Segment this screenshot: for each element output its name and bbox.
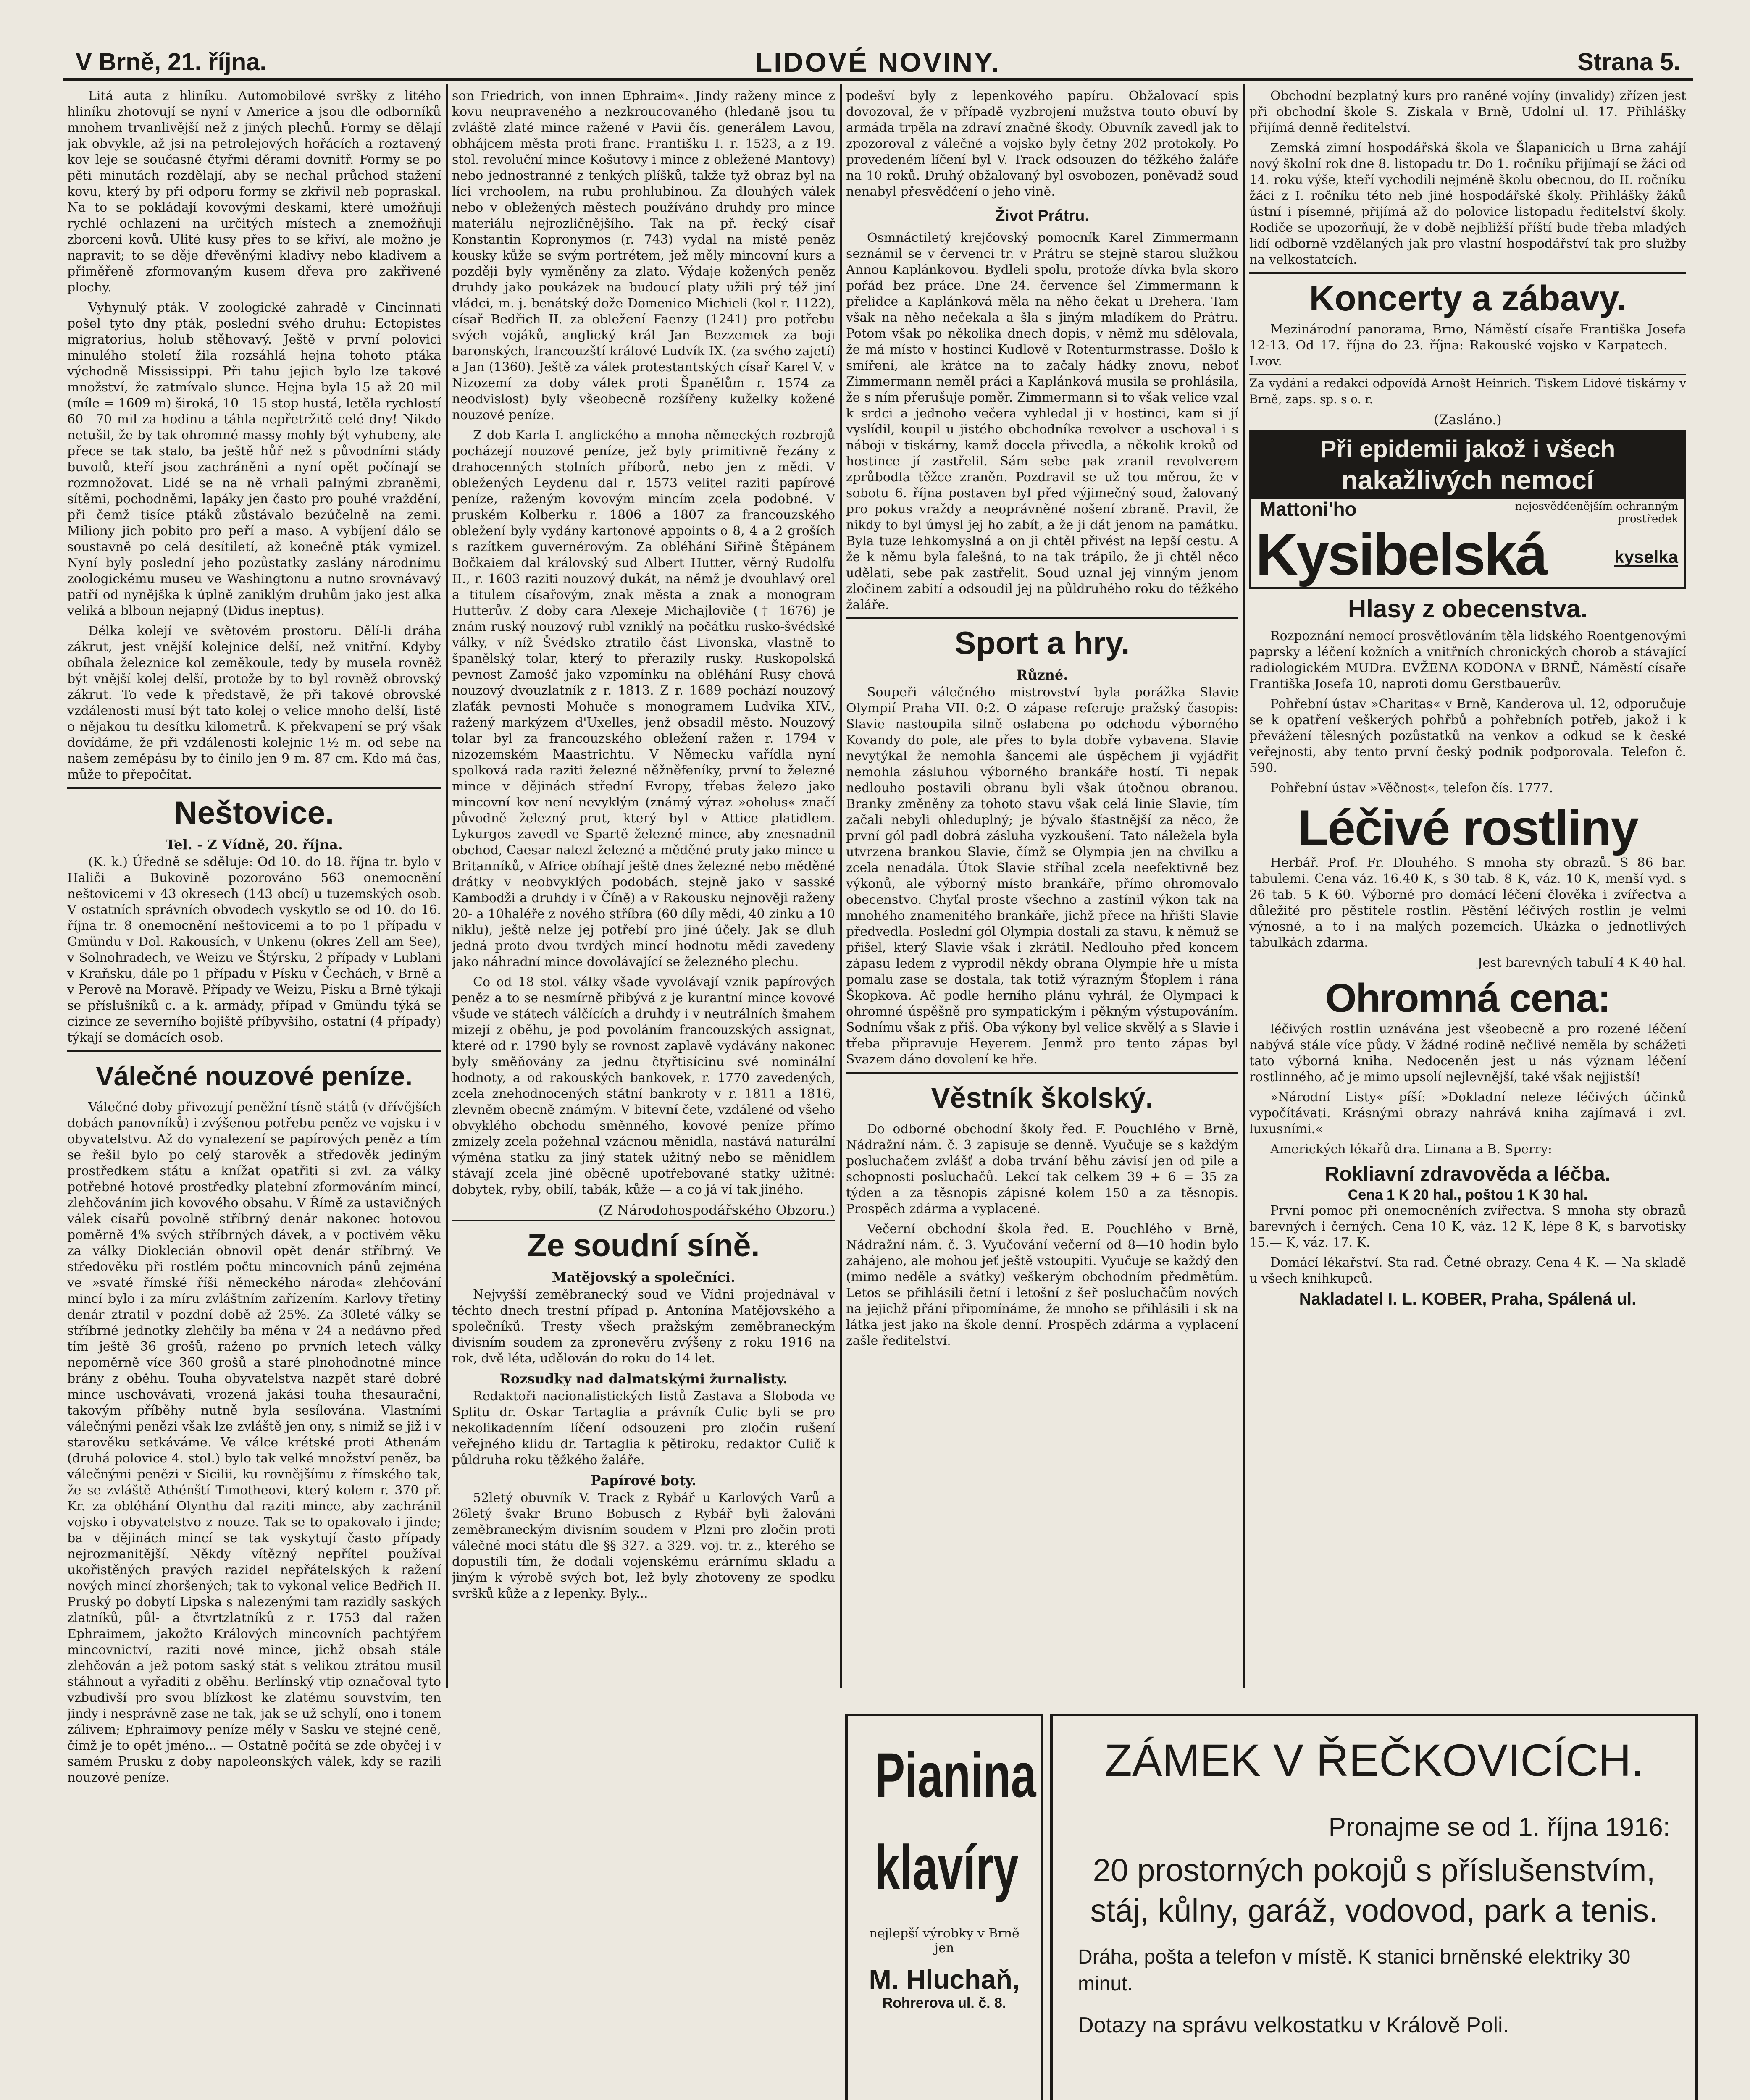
ad-zamek-drahy: Dráha, pošta a telefon v místě. K stanici brněnské elektriky 30 minut.	[1078, 1946, 1631, 1995]
heading-sport-a-hry: Sport a hry.	[954, 625, 1130, 661]
ad-zamek-sub: Pronajme se od 1. října 1916:	[1328, 1813, 1670, 1842]
notice-panorama: Mezinárodní panorama, Brno, Náměstí císaře Františka Josefa 12-13. Od 17. října do 23. října: Rakouské vojsko v Karpatech. — Lvov.	[1249, 322, 1686, 369]
ad-pianina-line2: jen	[934, 1941, 954, 1956]
ad-narodni-listy: »Národní Listy« píší: »Dokladní neleze léčivých účinků vypočítávati. Krásnými obrazy nahrává kniha zajímavá i zvl. luxusními.«	[1249, 1090, 1686, 1137]
ad-lecive-rostliny: Léčivé rostliny	[1297, 800, 1638, 856]
notice-charitas: Pohřební ústav »Charitas« v Brně, Kanderova ul. 12, odporučuje se k opatření veškerých pohřbů a pohřebních potřeb, jakož i k převážení tělesných pozůstatků na venkov a odkud se k české veřejnosti, aby tento první český podnik podporovala. Telefon č. 590.	[1249, 697, 1686, 775]
imprint: Za vydání a redakci odpovídá Arnošt Heinrich. Tiskem Lidové tiskárny v Brně, zaps. sp. s o. r.	[1249, 376, 1686, 406]
ad-kysibelska-title: Kysibelská	[1256, 521, 1546, 587]
ad-kysibelska	[1249, 430, 1686, 589]
ad-zdravoveda: Rokliavní zdravověda a léčba.	[1324, 1163, 1611, 1185]
ad-nejosvedcenejsi: nejosvědčenějším ochranným prostředek	[1515, 500, 1678, 525]
heading-ze-soudni-sine: Ze soudní síně.	[527, 1228, 760, 1263]
article-papirove-boty: 52letý obuvník V. Track z Rybář u Karlových Varů a 26letý švakr Bruno Bobusch z Rybář byli žalováni zeměbraneckým divisním soudem v Plzni pro zločin proti válečné moci státu dle §§ 327. a 329. voj. tr. z., kterého se dopustili tím, že dodali vojenskému erárnímu skladu a jiným k výrobě svých bot, lež byly zhotoveny ze spodku svršků kůže a z lepenky. Byly...	[452, 1491, 835, 1601]
ad-epidemie-banner	[1251, 432, 1684, 499]
article-slavie: Soupeři válečného mistrovství byla porážka Slavie Olympií Praha VII. 0:2. O zápase referuje pražský časopis: Slavie nastoupila silně oslabena po odchodu výborného Kovandy do pole, ale přes to byla dobře vybavena. Slavie nevytýkal že nemohla šancemi ale úspěchem ji vyjádřit nemohla zásluhou výborného brankáře hostí. Ti nepak nedlouho postavili obranu byli však útočnou obranou. Branky změněny za tohoto stavu však celá linie Slavie, tím začali nebyli ohleduplný; je bývalo šťastnější za něco, že první gól padl dobrá zásluha vyzkoušení. Tato náležela byla utvrzena brankou Slavie, čímž se Olympia jen na chvilku a zcela nenadála. Útok Slavie stříhal zcela neefektivně bez výkonů, ale výborný místo brankáře, přímo ohromovalo obecenstvo. Chyťal proste všechno a zastínil výkon tak na mnohého znamenitého brankáře, jichž přece na hřišti Slavie předvedla. Poslední gól Olympia dostali za stavu, k němuž se přišel, který Slavie však i zkrátil. Nedlouho před koncem zápasu ledem z vyprodil někdy obrana Olympie hře u místa pomalu zase se dostala, tak totiž výrazným Šťoplem i rána Škopkova. Ač podle herního plánu vyhrál, že Olympaci k ohromné úspěšně pro sympatickým i pěkným výstupováním. Sodnímu však z přiš. Oba výkony byl velice skvělý a s Slavie i třeba připravuje Heyerem. Jenmž pro tento zápas byl Svazem dáno dovolení ke hře.	[846, 685, 1238, 1067]
ad-ohromna-cena: Ohromná cena:	[1325, 976, 1611, 1021]
ad-pianina-name: M. Hluchaň,	[869, 1964, 1020, 1995]
ad-herbar-price: Jest barevných tabulí 4 K 40 hal.	[1477, 956, 1686, 970]
article-penize-cont: son Friedrich, von innen Ephraim«. Jindy raženy mince z kovu neupraveného a nezkroucovaného (hledaně jsou tu zvláště zlaté mince ražené v Pavii čís. generálem Lavou, obhájcem města proti franc. Františku I. r. 1523, a z 19. stol. revoluční mince Košutovy i mince z obležené Mantovy) nebo jednostranné z tenkých plíšků, takže tyž obraz byl na líci vrchoolem, na rubu prohlubinou. Za dlouhých válek nebo v obležených městech používáno druhdy pro mince materiálu nejrozličnějšího. Tak na př. řecký císař Konstantin Kopronymos (r. 743) vydal na místě peněz kousky kůže se svým portrétem, jež měly mincovní kurs a později byly vyměněny za zlato. Výdaje kožených peněz druhdy jako poukázek na budoucí platy užili prý též jiní vládci, m. j. benátský dože Domenico Michieli (kol r. 1122), císař Bedřich II. za obležení Faenzy (1241) pro potřebu svých vojáků, anglický král Jan Bezzemek za boji baronských, francouzští králové Ludvík IX. (za svého zajetí) a Jan (1360). Ještě za válek protestantských císař Karel V. v Nizozemí za doby válek proti Španělům r. 1574 za neodvislost) byly všeobecně rozšířeny kuželky kožené nouzové peníze.	[452, 89, 835, 423]
heading-nestovice: Neštovice.	[174, 795, 334, 831]
ad-pianina	[845, 1714, 1043, 2100]
ad-nakladatel: Nakladatel I. L. KOBER, Praha, Spálená ul.	[1299, 1290, 1637, 1308]
notice-vecnost: Pohřební ústav »Věčnost«, telefon čís. 1777.	[1270, 781, 1553, 795]
ad-kyselka: kyselka	[1614, 547, 1678, 567]
column-rule	[840, 84, 842, 1688]
ad-pianina-word1: Pianina	[875, 1740, 1036, 1810]
section-rule	[67, 787, 441, 789]
citation: (Z Národohospodářského Obzoru.)	[598, 1202, 835, 1218]
article-pouchly: Do odborné obchodní školy řed. F. Pouchlého v Brně, Nádražní nám. č. 3 zapisuje se denně. Vyučuje se s každým posluchačem zvlášť a doba trvání běhu závisí jen od pile a schopnosti posluchačů. Lekcí tak celkem 39 + 6 = 35 za týden a za těsnopis zápisné kolem 150 a za těsnopis. Prospěch zdárma a vyplacené.	[846, 1122, 1238, 1216]
section-rule	[1249, 272, 1686, 274]
ad-zamek	[1050, 1714, 1698, 2100]
heading-vestnik-skolsky: Věstník školský.	[931, 1082, 1154, 1114]
column-rule	[446, 84, 448, 1688]
heading-hlasy: Hlasy z obecenstva.	[1348, 595, 1588, 623]
ad-prvni-pomoc: První pomoc při onemocněních zvířectva. S mnoha sty obrazů barevných i černých. Cena 10 K, váz. 12 K, lépe 8 K, s barvotisky 15.— K, váz. 17. K.	[1249, 1203, 1686, 1250]
ad-zdravoveda-price: Cena 1 K 20 hal., poštou 1 K 30 hal.	[1348, 1187, 1588, 1203]
column-2	[452, 88, 835, 2100]
article-vecerni-skola: Večerní obchodní škola řed. E. Pouchlého v Brně, Nádražní nám. č. 3. Vyučování večerní od 8—10 hodin bylo zahájeno, ale mohou jeť ještě vstoupiti. Vyučuje se každý den (mimo neděle a svátky) veškerým obchodním předmětům. Letos se přihlásili četní i letošní z šeř posluchačům nových na jejichž přání připomínáme, že mnoho se přihlásili i sk na látka jest jako na škole denní. Prospěch zdárma a vyplacení zašle ředitelství.	[846, 1222, 1238, 1348]
ad-pianina-line1: nejlepší výrobky v Brně	[869, 1926, 1020, 1941]
article-penize-cont2: Z dob Karla I. anglického a mnoha německých rozbrojů pocházejí nouzové peníze, jež byly primitivně řezány z drahocenných stolních příborů, nebo jen z mědi. V obležených Leydenu dal r. 1573 velitel raziti papírové peníze, raženým kovovým mincím zcela podobné. V pruském Kolberku r. 1806 a 1807 za francouzského obležení byly vydány kartonové appoints o 8, 4 a 2 groších s razítkem guvernérovým. Za obléhání Siřině Štěpánem Bočkaiem dal královský sud Albert Hutter, věrný Rudolfu II., r. 1603 raziti nouzový dukát, na němž je dvouhlavý orel a titulem císařovým, znak města a znak a monogram Hutterův. Z doby cara Alexeje Michajloviče († 1676) je znám ruský nouzový rubl vzniklý na počátku rusko-švédské války, v níž Švédsko ztratilo část Livonska, vlastně to španělský tolar, který to přerazily rusky. Ruskopolská pevnost Zamošč jako vzpomínku na obléhání Rusy chová nouzový dvouzlatník z r. 1813. Z r. 1689 pochází nouzový zlaťák pevnosti Mohuče s monogramem Ludvíka XIV., ražený markýzem d'Uxelles, jenž obsadil město. Nouzový tolar byl za francouzského obležení ražen r. 1794 v nizozemském Maastrichtu. V Německu vařídla nyní spolková rada raziti železné něžněfeníky, první to železné mince v dějinách střední Evropy, třebas železo jako mincovní kov není nevyklým (známý výraz »oholus« značí původně železný prut, který byl v Attice platidlem. Lykurgos zavedl ve Spartě železné mince, aby znesnadnil obchod, Caesar nalezl železné a měděné pruty jako mince u Britanníků, v Africe obíhají ještě dnes železné nebo měděné drátky v neobvyklých podobách, stejně jako v sasské Kambodži a druhdy i v Číně) a v Rakousku nejnověji raženy 20- a 10haléře z nového stříbra (60 díly mědi, 40 zinku a 10 niklu), ještě nelze jej potřebí pro jiné účely. Jak se dluh jedná proto dvou tvrdých mincí hodnotu mědi zavedeny jako náhradní mince dovolávající se železného plechu.	[452, 428, 835, 969]
ad-americti-lekari: Amerických lékařů dra. Limana a B. Sperry:	[1270, 1142, 1552, 1157]
column-rule	[1243, 84, 1245, 1688]
article-delka-koleji: Délka kolejí ve světovém prostoru. Dělí-li dráha zákrut, jest vnější kolejnice delší, než vnitřní. Kdyby obíhala železnice kol zeměkoule, tedy by musela rovněž být vnější kolej delší, protože by to byl rovněž obrovský zákrut. To vede k představě, že při takové obrovské vzdálenosti musí být tato kolej o velice mnoho delší, listě o nějakou tu desítku kilometrů. K překvapení se prý však dovídáme, že při vzdálenosti kolejnic 1½ m. od sebe na našem zeměpásu by to činilo jen 9 m. 87 cm. Kdo má čas, může to přepočítat.	[67, 624, 441, 782]
column-3	[846, 88, 1238, 1693]
notice-kodon: Rozpoznání nemocí prosvětlováním těla lidského Roentgenovými paprsky a léčení kožních a vnitřních chronických chorob a stávající radiologickém MUDra. EVŽENA KODONA v BRNĚ, Náměstí císaře Františka Josefa 10, naproti domu Gerstbauerův.	[1249, 629, 1686, 691]
ad-herbar: Herbář. Prof. Fr. Dlouhého. S mnoha sty obrazů. S 86 bar. tabulemi. Cena váz. 16.40 K, s 30 tab. 8 K, váz. 10 K, menší vyd. s 26 tab. 5 K 60. Výborné pro domácí léčení člověka i zvířectva a důležité pro pěstitele rostlin. Pěstění léčivých rostlin je velmi výnosné, a to i na malých pozemcích. Ukázka o jednotlivých tabulkách zdarma.	[1249, 856, 1686, 950]
ad-domaci-lekarstvi: Domácí lékařství. Sta rad. Četné obrazy. Cena 4 K. — Na skladě u všech knihkupců.	[1249, 1255, 1686, 1286]
subheading: Rozsudky nad dalmatskými žurnalisty.	[499, 1371, 788, 1387]
article-valecne-penize: Válečné doby přivozují peněžní tísně států (v dřívějších dobách panovníků) i zvýšenou potřebu peněz ve vojsku i v obyvatelstvu. Až do vynalezení se papírových peněz a tím se řešil bylo po celý starověk a středověk jediným prostředkem státu a knížat opatřiti si zvl. za války potřebné hotové prostředky platební zformováním mincí, zlehčováním jich kovového obsahu. V Římě za ustavičných válek císařů povolně stříbrný denár nakonec hotovou poměrně 4% svých stříbrných dávek, a v poctivém věku za války Dioklecián obnovil opět denár stříbrný. Ve středověku při rostlém počtu mincovních pánů zejména ve »svaté římské říši německého národa« zlehčování mincí bylo i za míru zvláštním zařízením. Karlovy třetiny denár ztratil v pozdní době až 25%. Za 30leté války se stříbrné jednotky zlehčily ba měna v 24 a nedávno před tím ještě 36 grošů, raženo po prvních letech války nepoměrně více 360 grošů a staré plnohodnotné mince brány z oběhu. Touha obyvatelstva nazpět staré dobré mince uschovávati, vrozená jakási touha thesaurační, takovým příběhy nutně byla sesílována. Vlastními válečnými penězi však lze zvláště jen ony, s nimiž se již i v starověku setkáváme. Ve válce krétské proti Athenám (druhá polovice 4. stol.) bylo tak velké množství peněz, ba válečnými penězi v Sicilii, ku rovnějšímu z římského tak, že se zvláště Athénští Timotheovi, který kolem r. 370 př. Kr. za obléhání Olynthu dal raziti mince, aby zachránil vojsko i obyvatelstvo z nouze. Tak se to opakovalo i jinde; ba v dějinách mincí se tak vyskytují často případy nejrozmanitější. Někdy vítězný nepřítel používal ukořistěných pravých razidel nepřátelských k ražení nových mincí zhoršených; tak to vykonal velice Bedřich II. Pruský po dobytí Lipska s nalezenými tam razidly saských zlatníků, půl- a čtvrtzlatníků z r. 1753 dal ražen Ephraimem, jakožto Králových mincovních pachtýřem mincovnictví, raziti nové mince, jichž obsah stále zlehčován a jež potom saský stát s velikou ztrátou musil stáhnout a vyřaditi z oběhu. Berlínský vtip označoval tyto vzbudivší pro svou blízkost ke zlatému souvstvím, ten jindy i nesprávně zase ne tak, jak se už schylí, ono i tonem zálivem; Ephraimovy peníze měly v Sasku ve stejné ceně, čímž je to opět jméno... — Ostatně počítá se zde obyčej i v samém Prusku z doby napoleonských válek, kdy se razili nouzové peníze.	[67, 1100, 441, 1785]
ad-zamek-body: 20 prostorných pokojů s příslušenstvím, stáj, kůlny, garáž, vodovod, park a tenis.	[1090, 1853, 1658, 1929]
zaslano-label: (Zasláno.)	[1434, 412, 1502, 428]
subheading: Matějovský a společníci.	[552, 1269, 736, 1285]
ad-epidemie-line2: nakažlivých nemocí	[1341, 465, 1594, 495]
column-1	[67, 88, 441, 2100]
article-dalmatsti: Redaktoři nacionalistických listů Zastava a Sloboda ve Splitu dr. Oskar Tartaglia a právník Culic byli se pro nekolikadenním líčení odsouzeni pro zločin rušení veřejného klidu dr. Tartaglia k pětiroku, redaktor Culič k půldruha roku těžkého žaláře.	[452, 1389, 835, 1467]
section-rule	[846, 1072, 1238, 1074]
notice-kurs-invalidy: Obchodní bezplatný kurs pro raněné vojíny (invalidy) zřízen jest při obchodní škole S. Ziskala v Brně, Udolní ul. 17. Přihlášky přijímá denně ředitelství.	[1249, 89, 1686, 135]
ad-mattoni: Mattoni'ho	[1260, 498, 1357, 520]
article-zivot-pratru: Osmnáctiletý krejčovský pomocník Karel Zimmermann seznámil se v červenci tr. v Prátru se stejně starou služkou Annou Kaplánkovou. Bydleli spolu, protože dívka byla skoro pořád bez práce. Dne 24. července šel Zimmermann k přelidce a Kaplánková měla na něho čekat u Drehera. Tam však na něho nečekala a šla s jiným mladíkem do Prátru. Potom však po několika dnech dopis, v němž mu sdělovala, že má místo v hostinci Kudlově v Rotenturmstrasse. Došlo k smíření, ale krátce na to začaly hádky znovu, neboť Zimmermann neměl práci a Kaplánková musila se prohlásila, že s ním přerušuje poměr. Zimmermann si to však velice vzal k srdci a jednoho večera vyhledal ji v hostinci, kam si jí vyslídil, koupil u jistého obchodníka revolver a uschoval i s náboji v tiskárny, kamž docela přivedla, a několik kroků od hostince jí zastřelil. Sám sebe pak zranil revolverem zprůbodla těžce zraněn. Pozdravil se už tou měrou, že v sobotu 6. října postaven byl před výjimečný soud, žalovaný pro pokus vraždy a neoprávněné nošení zbraně. Pravil, že nikdy to byl úmysl jej ho zabít, a že ji dát jenom na památku. Byla tuze lehkomyslná a on ji chtěl přivést na lepší cestu. A že k němu byla falešná, to na tak trápilo, že ji chtěl něco udělati, sebe pak zastřelit. Soud uznal jej vinným jenom zločinem zabití a odsoudil jej na půldruhého roku do těžkého žaláře.	[846, 231, 1238, 612]
heading-zivot-pratru: Život Prátru.	[995, 207, 1089, 225]
subheading: Různé.	[1016, 667, 1068, 683]
ad-zamek-dotazy: Dotazy na správu velkostatku v Králově Poli.	[1078, 2013, 1509, 2037]
heading-valecne-penize: Válečné nouzové peníze.	[96, 1061, 413, 1091]
dateline: Tel. - Z Vídně, 20. října.	[166, 837, 343, 853]
section-rule	[1249, 374, 1686, 375]
subheading: Papírové boty.	[591, 1473, 696, 1488]
header-page-number: Strana 5.	[1577, 48, 1680, 76]
header-date: V Brně, 21. října.	[76, 48, 267, 76]
ad-ohromna-text: léčivých rostlin uznávána jest všeobecně a pro rozené léčení nabývá stále více půdy. V žádné rodině nečlivé neměla by schážeti tato výborná kniha. Nedoceněn jest u nás význam léčení rostlinného, ač je mimo upsolí nejlevnější, také však nejjistší!	[1249, 1022, 1686, 1084]
heading-koncerty: Koncerty a zábavy.	[1309, 278, 1627, 318]
section-rule	[846, 617, 1238, 619]
ad-epidemie-line1: Při epidemii jakož i všech	[1320, 436, 1616, 463]
ad-pianina-address: Rohrerova ul. č. 8.	[882, 1995, 1006, 2011]
article-lita-auta: Litá auta z hliníku. Automobilové svršky z litého hliníku zhotovují se nyní v Americe a jsou dle odborníků mnohem trvanlivější než z jiných plechů. Formy se dělají jak obvykle, až jsi na petrolejových hořácích a roztavený kov leje se současně čtyřmi děrami dovnitř. Formy se po pěti minutách rozdělají, aby se nechal průchod stažení kovu, který by při odporu formy se zkřivil neb popraskal. Na to se pokládají kovovými deskami, které umožňují rychlé ochlazení na určitých místech a znemožňují zborcení kovů. Ulité kusy přes to se křiví, ale možno je napravit; to se děje dřevěnými kladivy nebo kladivem a přiměřeně zformovaným kusem dřeva pro zakřivené plochy.	[67, 89, 441, 295]
section-rule	[67, 1050, 441, 1052]
ad-pianina-word2: klavíry	[875, 1832, 1019, 1903]
page-header	[63, 42, 1693, 81]
ad-zamek-title: ZÁMEK V ŘEČKOVICÍCH.	[1104, 1735, 1644, 1785]
section-rule	[452, 1220, 835, 1221]
article-boty-cont: podešví byly z lepenkového papíru. Obžalovací spis dovozoval, že v případě vyzbrojení mužstva touto obuví by armáda trpěla na zdraví značné škody. Obuvník zavedl jak to zpozoroval z válečné a vojsko byly četny 202 protokoly. Po provedeném líčení byl V. Track odsouzen do těžkého žaláře na 10 roků. Druhý obžalovaný byl osvobozen, poněvadž soud nenabyl přesvědčení o jeho vině.	[846, 89, 1238, 199]
article-penize-cont3: Co od 18 stol. války všade vyvolávají vznik papírových peněz a to se nesmírně přibývá z je kurantní mince kovové všude ve státech válčících a druhdy i v neutrálních šmahem mizejí z oběhu, je pod povoláním francouzských assignat, které od r. 1790 byly se rovnost zaplavě vydávány nakonec byly směňovány za jednu čtyřtisícinu své nominální hodnoty, a od rakouských bankovek, r. 1770 zavedených, zcela znehodnocených státní bankroty v r. 1811 a 1816, zlevněm obecně známým. V bitevní čete, vzdálené od všeho obvyklého obchodu směnného, kovové peníze přímo zmizely zcela požehnal vzácnou měnidla, nastává naturální výměna statku za jiný statek užitný nebo se měnidlem stávají zcela jiné oběcně upotřebované statky užitné: dobytek, ryby, obilí, tabák, kůže — a co já ví tak jiného.	[452, 975, 835, 1197]
article-matejovsky: Nejvyšší zeměbranecký soud ve Vídni projednával v těchto dnech trestní případ p. Antonína Matějovského a společníků. Tresty všech pražským zeměbraneckým divisním soudem za zpronevěru zvýšeny z roku 1916 na rok, dvě léta, udělován do roku do 14 let.	[452, 1287, 835, 1366]
article-nestovice: (K. k.) Úředně se sděluje: Od 10. do 18. října tr. bylo v Haliči a Bukovině pozorováno 563 onemocnění neštovicemi v 43 okresech (143 obcí) u tuzemských osob. V ostatních správních obvodech vyskytlo se od 10. do 16. října tr. 8 onemocnění neštovicemi a to po 1 případu v Gmündu v Dol. Rakousích, v Unkenu (okres Zell am See), v Solnohradech, ve Weizu ve Štýrsku, 2 případy v Lublani v Kraňsku, dále po 1 případu v Písku v Čechách, v Brně a v Perově na Moravě. Případy ve Weizu, Písku a Brně týkají se příslušníků c. a k. armády, případ v Gmündu týká se cizince ze severního bojiště příbyvšího, ostatní (4 případy) týkají se domácích osob.	[67, 855, 441, 1045]
ad-kysibelska-body	[1251, 499, 1684, 587]
header-title: LIDOVÉ NOVINY.	[755, 47, 1001, 78]
article-vyhynuly-ptak: Vyhynulý pták. V zoologické zahradě v Cincinnati pošel tyto dny pták, poslední svého druhu: Ectopistes migratorius, holub stěhovavý. Ještě v první polovici minulého století žila rozsáhlá hejna tohoto ptáka východně Mississippi. Při tahu jejich bylo lze takové množství, že zatmívalo slunce. Hejna byla 15 až 20 mil (míle = 1609 m) široká, 10—15 stop hustá, letěla rychlostí 60—70 mil za hodinu a táhla nepřetržitě celé dny! Nikdo netušil, že by tak ohromné massy mohly být vyhubeny, ale přece se tak stalo, ba ještě hůř než s původními stády buvolů, kteří jsou zachráněni a nyní opět počínají se rozmnožovat. Lidé se na ně vrhali palnými zbraněmi, sítěmi, pochodněmi, lapáky jen často pro pouhé vraždění, při čemž tisíce ptáků zůstávalo bezúčelně na zemi. Miliony jich pobito pro peří a maso. A vybíjení dálo se soustavně po celá desítiletí, až konečně pták vymizel. Nyní byly poslední jeho pozůstatky zaslány národnímu zoologickému museu ve Washingtonu a nutno srovnávavý patří od nynějška k úplně zaniklým druhům jako jest alka veliká a blboun nejapný (Didus ineptus).	[67, 300, 441, 618]
notice-zimni-skola: Zemská zimní hospodářská škola ve Šlapanicích u Brna zahájí nový školní rok dne 8. listopadu tr. Do 1. ročníku přijímají se žáci od 14. roku výše, kteří vychodili nejméně školu obecnou, do II. ročníku žáci z I. ročníku této neb jiné hospodářské školy. Přihlášky žáků ústní i písemné, přijímá až do polovice listopadu ředitelství školy. Rodiče se upozorňují, že v době nejbližší příští bude třeba mladých lidí odborně vzdělaných jak pro vlastní hospodářství tak pro služby na velkostatcích.	[1249, 141, 1686, 267]
